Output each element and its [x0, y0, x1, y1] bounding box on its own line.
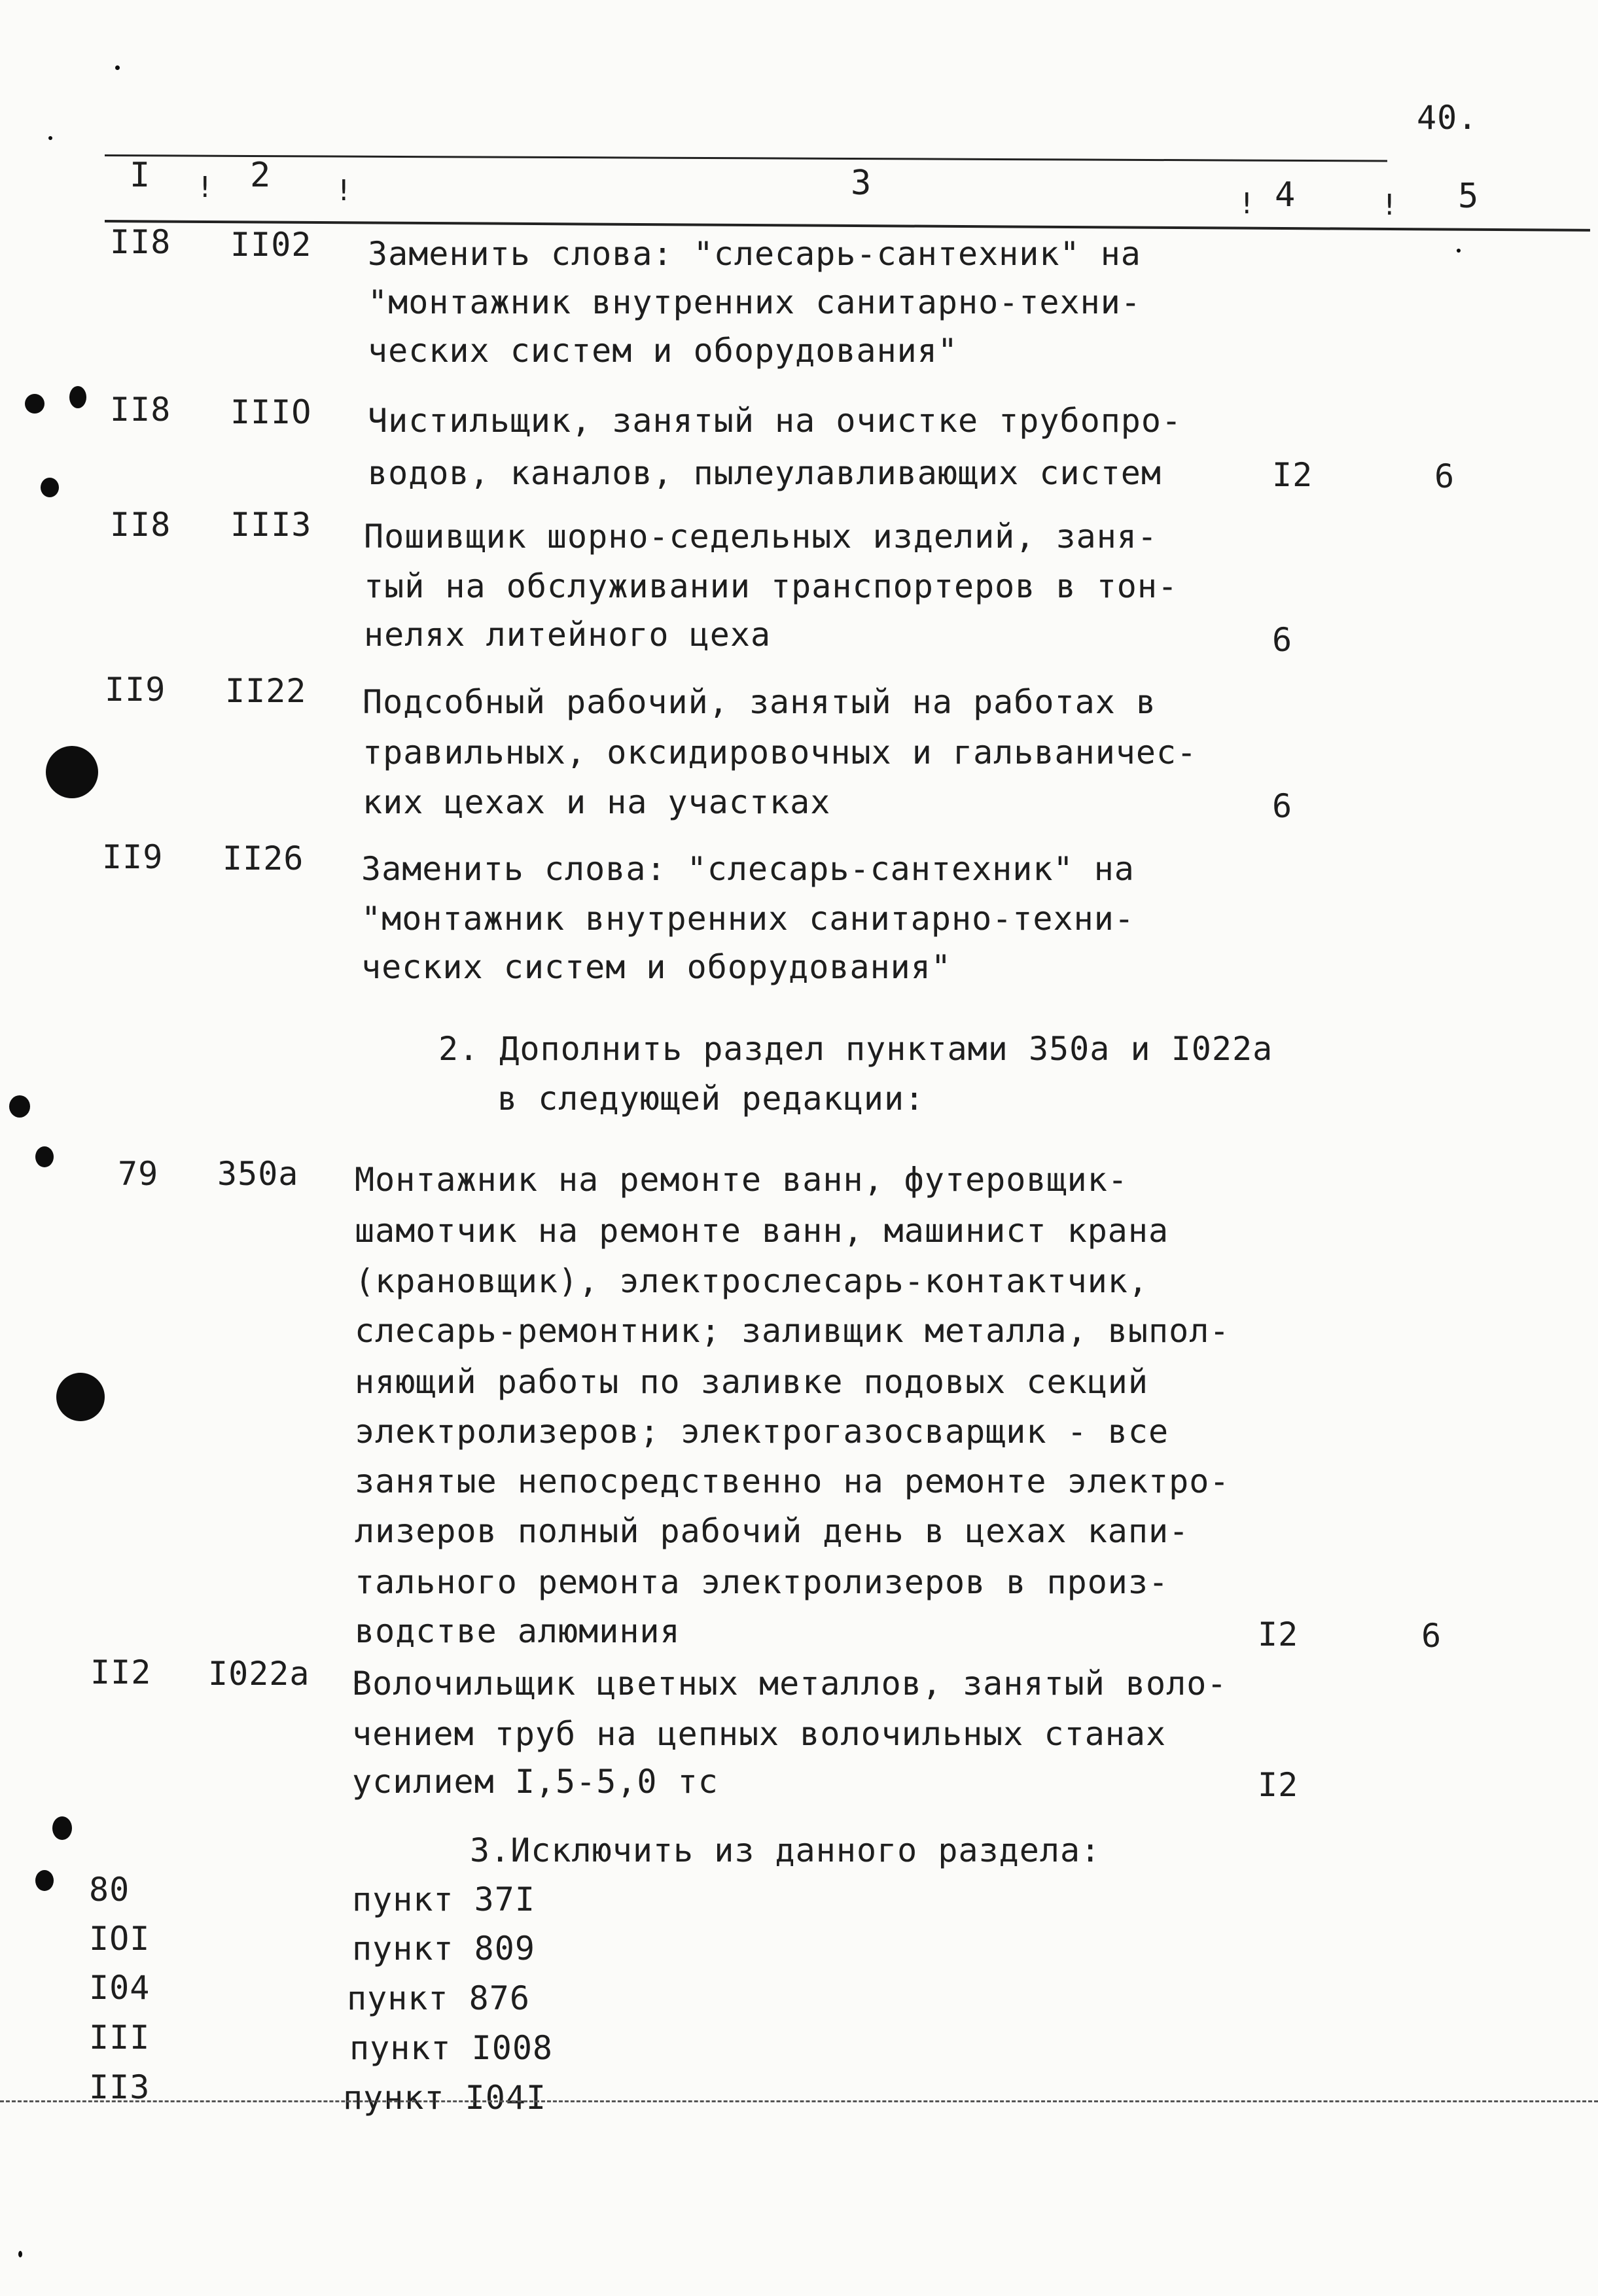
cell-col4: 6: [1272, 787, 1293, 825]
scan-speck: [1457, 249, 1461, 253]
cell-text-line: чением труб на цепных волочильных станах: [352, 1715, 1167, 1753]
cell-text-line: Чистильщик, занятый на очистке трубопро-: [368, 402, 1182, 440]
scan-speck: [115, 65, 120, 70]
scan-speck: [25, 394, 44, 414]
scan-speck: [9, 1095, 30, 1118]
cell-col1: I04: [89, 1969, 151, 2007]
cell-col2: I022а: [208, 1655, 310, 1693]
cell-col4: I2: [1258, 1616, 1299, 1653]
cell-col5: 6: [1434, 457, 1455, 495]
cell-text-line: Волочильщик цветных металлов, занятый воло-: [352, 1665, 1228, 1703]
cell-text-line: (крановщик), электрослесарь-контактчик,: [355, 1262, 1148, 1300]
cell-text-line: Пошивщик шорно-седельных изделий, заня-: [364, 518, 1158, 556]
cell-col1: II9: [105, 671, 166, 709]
cell-text-line: ких цехах и на участках: [363, 783, 831, 821]
cell-col1: IOI: [89, 1920, 151, 1958]
scan-speck: [69, 386, 86, 408]
excluded-item: пункт 876: [347, 1979, 530, 2017]
cell-text-line: лизеров полный рабочий день в цехах капи-: [355, 1512, 1190, 1550]
column-separator: !: [335, 174, 353, 207]
cell-text-line: тального ремонта электролизеров в произ-: [355, 1563, 1169, 1601]
cell-col2: II26: [222, 839, 304, 877]
cell-col2: II22: [225, 672, 307, 710]
column-header-1: I: [130, 156, 151, 195]
cell-text-line: Заменить слова: "слесарь-сантехник" на: [361, 850, 1135, 888]
page-number: 40.: [1417, 99, 1478, 137]
cell-col2: 350а: [217, 1155, 299, 1193]
cell-col1: 80: [89, 1871, 130, 1909]
cell-text-line: няющий работы по заливке подовых секций: [355, 1363, 1148, 1401]
cell-text-line: шамотчик на ремонте ванн, машинист крана: [355, 1212, 1169, 1250]
cell-col1: II2: [90, 1653, 152, 1691]
scan-speck: [48, 136, 52, 140]
cell-text-line: тый на обслуживании транспортеров в тон-: [364, 567, 1179, 605]
column-header-5: 5: [1458, 177, 1479, 216]
column-separator: !: [1381, 188, 1398, 222]
scan-speck: [18, 2251, 22, 2257]
section-2-heading-cont: в следующей редакции:: [497, 1080, 925, 1118]
cell-col1: II9: [102, 838, 164, 876]
scan-speck: [41, 478, 59, 497]
excluded-item: пункт I04I: [343, 2079, 547, 2117]
punch-hole-mark: [56, 1373, 105, 1421]
cell-text-line: Монтажник на ремонте ванн, футеровщик-: [355, 1161, 1128, 1199]
cell-text-line: травильных, оксидировочных и гальваничес-: [363, 733, 1198, 771]
excluded-item: пункт I008: [349, 2029, 554, 2067]
column-separator: !: [1238, 187, 1256, 221]
cell-col4: I2: [1258, 1766, 1299, 1804]
cell-col2: III3: [230, 506, 312, 544]
section-3-heading: 3.Исключить из данного раздела:: [470, 1831, 1101, 1869]
cell-text-line: "монтажник внутренних санитарно-техни-: [361, 900, 1135, 938]
scan-speck: [35, 1146, 54, 1167]
column-header-2: 2: [250, 156, 271, 195]
column-separator: !: [196, 171, 214, 204]
scan-speck: [35, 1870, 54, 1891]
cell-col2: IIIO: [230, 393, 312, 431]
cell-text-line: слесарь-ремонтник; заливщик металла, выпол-: [355, 1312, 1230, 1350]
cell-col5: 6: [1421, 1617, 1442, 1655]
excluded-item: пункт 809: [352, 1930, 535, 1968]
cell-col4: I2: [1272, 456, 1313, 494]
cell-text-line: нелях литейного цеха: [364, 616, 772, 654]
cell-col1: II8: [110, 223, 171, 261]
cell-text-line: Подсобный рабочий, занятый на работах в: [363, 683, 1156, 721]
cell-text-line: электролизеров; электрогазосварщик - все: [355, 1413, 1169, 1451]
cell-text-line: ческих систем и оборудования": [368, 332, 958, 370]
cell-text-line: "монтажник внутренних санитарно-техни-: [368, 283, 1141, 321]
cell-col2: II02: [230, 226, 312, 264]
column-header-4: 4: [1275, 175, 1296, 215]
cell-text-line: занятые непосредственно на ремонте электро-: [355, 1462, 1230, 1500]
cell-text-line: ческих систем и оборудования": [361, 948, 951, 986]
cell-col1: II3: [89, 2068, 151, 2106]
punch-hole-mark: [46, 746, 98, 798]
column-header-3: 3: [851, 164, 872, 203]
cell-text-line: Заменить слова: "слесарь-сантехник" на: [368, 235, 1141, 273]
header-top-rule: [105, 154, 1387, 162]
cell-text-line: водстве алюминия: [355, 1612, 681, 1650]
excluded-item: пункт 37I: [352, 1881, 535, 1918]
cell-col1: II8: [110, 506, 171, 544]
cell-col1: 79: [118, 1155, 159, 1193]
cell-text-line: водов, каналов, пылеулавливающих систем: [368, 454, 1162, 492]
section-2-heading: 2. Дополнить раздел пунктами 350а и I022а: [438, 1030, 1273, 1068]
cell-col1: III: [89, 2019, 151, 2057]
dashed-rule: [0, 2100, 1598, 2102]
cell-col1: II8: [110, 391, 171, 429]
cell-text-line: усилием I,5-5,0 тс: [352, 1763, 719, 1801]
scan-speck: [52, 1816, 72, 1840]
cell-col4: 6: [1272, 621, 1293, 659]
